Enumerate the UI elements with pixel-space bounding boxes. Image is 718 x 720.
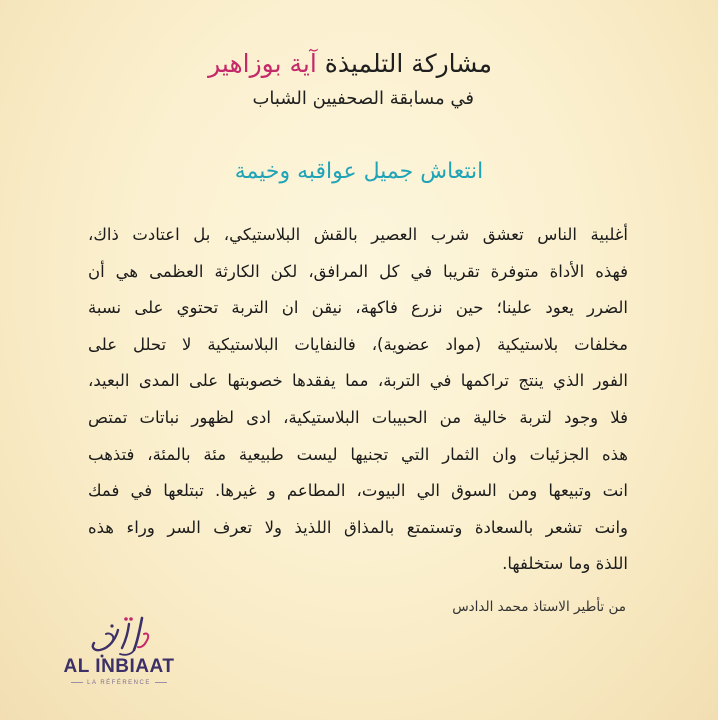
supervision-credit: من تأطير الاستاذ محمد الدادس — [452, 599, 626, 615]
article-line: وانت تشعر بالسعادة وتستمتع بالمذاق اللذيذ ولا تعرف السر وراء هذه — [88, 517, 628, 537]
logo-tagline: LA RÉFÉRENCE — [60, 680, 178, 686]
competition-subtitle: في مسابقة الصحفيين الشباب — [252, 88, 474, 109]
article-line: مخلفات بلاستيكية (مواد عضوية)، فالنفايات البلاستيكية لا تحلل على — [88, 334, 628, 354]
article-line: الفور الذي ينتج تراكمها في التربة، مما يفقدها خصوبتها على المدى البعيد، — [88, 371, 628, 391]
article-line: هذه الجزئيات وان الثمار التي تجنيها ليست طبيعية مئة بالمئة، فتذهب — [88, 444, 628, 464]
participation-label: مشاركة التلميذة — [324, 49, 492, 78]
participation-heading — [12, 44, 492, 84]
logo-script-mark — [82, 614, 156, 658]
article-line: فهذه الأداة متوفرة تقريبا في كل المرافق، لكن الكارثة العظمى هي أن — [88, 261, 628, 281]
article-title: انتعاش جميل عواقبه وخيمة — [234, 159, 484, 184]
logo-name: AL INBIAAT — [63, 656, 175, 677]
article-line: فلا وجود لتربة خالية من الحبيبات البلاستيكية، ادى لظهور نباتات تمتص — [88, 407, 628, 427]
article-body — [88, 217, 628, 583]
logo — [60, 614, 178, 694]
header — [12, 44, 492, 112]
article-line: انت وتبيعها ومن السوق الي البيوت، المطاعم و غيرها. تبتلعها في فمك — [88, 481, 628, 501]
article-line: اللذة وما ستخلفها. — [502, 554, 628, 574]
student-name: آية بوزاهير — [208, 49, 317, 78]
article-line: الضرر يعود علينا؛ حين نزرع فاكهة، نيقن ان التربة تحتوي على نسبة — [88, 298, 628, 318]
article-line: أغلبية الناس تعشق شرب العصير بالقش البلاستيكي، بل اعتادت ذاك، — [88, 225, 628, 244]
